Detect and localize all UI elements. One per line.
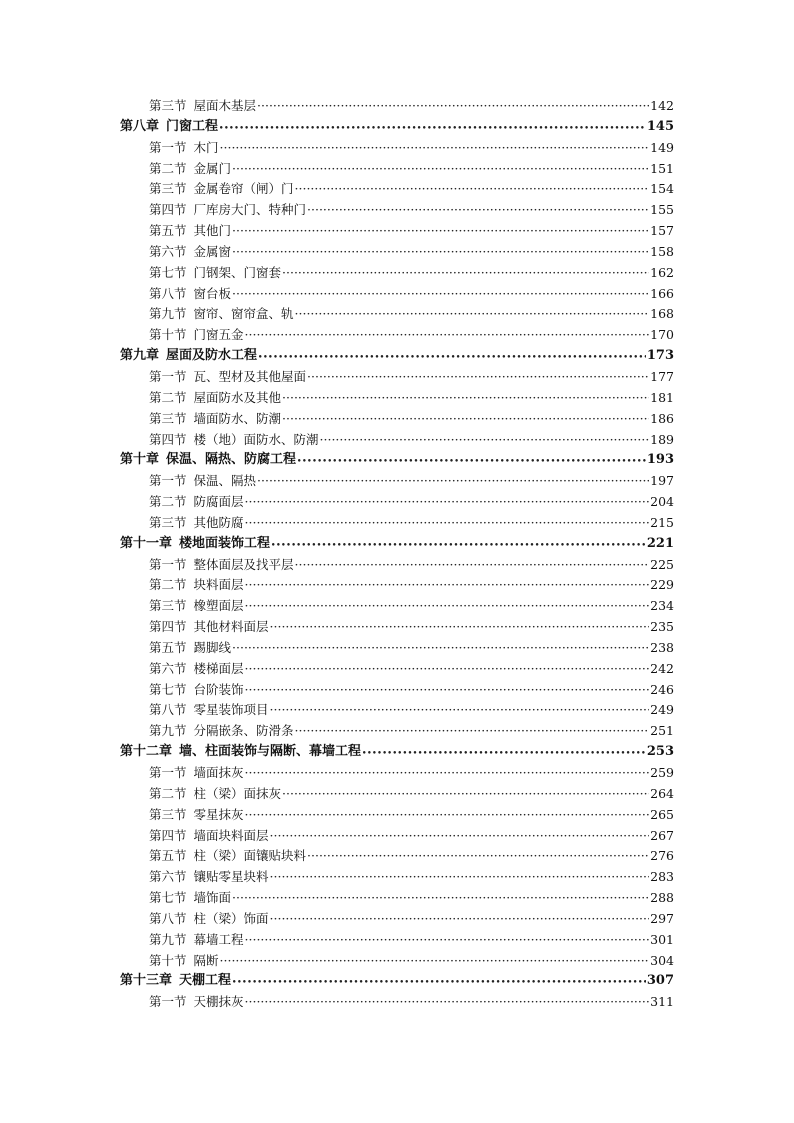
toc-page-number: 170: [650, 327, 674, 343]
toc-entry-title: 保温、隔热、防腐工程: [166, 452, 297, 468]
toc-entry-number: 第四节: [149, 431, 187, 447]
toc-entry-label: [149, 96, 256, 117]
toc-entry-label: [149, 367, 306, 388]
dot-leader: [307, 367, 649, 388]
toc-page-number: 225: [650, 556, 674, 572]
dot-leader: [232, 888, 649, 909]
toc-section-entry[interactable]: [120, 555, 674, 576]
toc-chapter-entry[interactable]: [120, 742, 674, 763]
toc-entry-number: 第三节: [149, 598, 187, 614]
toc-entry-label: [149, 805, 244, 826]
toc-entry-number: 第三节: [149, 181, 187, 197]
toc-page-number: 246: [650, 681, 674, 697]
toc-page-number: 173: [646, 348, 674, 364]
toc-entry-title: 块料面层: [193, 577, 244, 593]
toc-entry-number: 第十章: [120, 452, 160, 468]
toc-entry-label: [149, 867, 269, 888]
toc-entry-number: 第九节: [149, 931, 187, 947]
toc-entry-label: [149, 680, 244, 701]
toc-entry-number: 第二节: [149, 494, 187, 510]
toc-entry-number: 第七节: [149, 890, 187, 906]
toc-entry-label: [149, 555, 294, 576]
toc-entry-title: 柱（梁）饰面: [193, 910, 269, 926]
dot-leader: [271, 535, 646, 555]
toc-entry-title: 墙面抹灰: [193, 765, 244, 780]
toc-page-number: 151: [650, 160, 674, 176]
toc-entry-number: 第六节: [149, 660, 187, 676]
dot-leader: [245, 680, 650, 701]
toc-entry-title: 楼地面装饰工程: [179, 535, 271, 551]
toc-page-number: 221: [646, 535, 674, 551]
dot-leader: [232, 638, 649, 659]
toc-entry-number: 第六节: [149, 243, 187, 259]
dot-leader: [295, 304, 650, 325]
toc-entry-number: 第十三章: [120, 973, 173, 989]
toc-page-number: 301: [650, 931, 674, 947]
toc-entry-number: 第八节: [149, 285, 187, 301]
toc-entry-label: [149, 159, 231, 180]
toc-entry-label: [149, 617, 269, 638]
toc-section-entry[interactable]: [120, 826, 674, 847]
toc-entry-number: 第五节: [149, 639, 187, 655]
toc-entry-title: 其他防腐: [193, 514, 244, 530]
toc-entry-title: 门窗工程: [166, 118, 219, 134]
toc-section-entry[interactable]: [120, 284, 674, 305]
dot-leader: [307, 200, 649, 221]
toc-page-number: 162: [650, 264, 674, 280]
toc-page-number: 157: [650, 223, 674, 239]
toc-entry-number: 第十一章: [120, 535, 173, 551]
toc-entry-number: 第三节: [149, 514, 187, 530]
dot-leader: [258, 347, 646, 367]
toc-entry-title: 其他材料面层: [193, 619, 269, 635]
toc-page-number: 229: [650, 577, 674, 593]
toc-page-number: 242: [650, 660, 674, 676]
toc-entry-label: [149, 409, 281, 430]
dot-leader: [320, 430, 650, 451]
toc-entry-title: 柱（梁）面抹灰: [193, 785, 282, 801]
toc-entry-number: 第二节: [149, 389, 187, 405]
toc-entry-title: 整体面层及找平层: [193, 556, 294, 572]
toc-section-entry[interactable]: [120, 138, 674, 159]
dot-leader: [245, 596, 650, 617]
toc-page-number: 204: [650, 494, 674, 510]
toc-entry-label: [149, 951, 219, 972]
toc-entry-title: 屋面木基层: [193, 98, 257, 113]
toc-entry-number: 第三节: [149, 410, 187, 426]
toc-entry-number: 第九节: [149, 306, 187, 322]
toc-entry-title: 天棚抹灰: [193, 994, 244, 1010]
toc-entry-label: [149, 388, 281, 409]
toc-section-entry[interactable]: [120, 659, 674, 680]
dot-leader: [220, 951, 650, 972]
dot-leader: [257, 471, 649, 492]
toc-section-entry[interactable]: [120, 388, 674, 409]
dot-leader: [257, 96, 649, 117]
toc-section-entry[interactable]: [120, 159, 674, 180]
toc-page-number: 215: [650, 514, 674, 530]
toc-entry-label: [149, 492, 244, 513]
dot-leader: [245, 992, 650, 1013]
toc-entry-title: 屋面防水及其他: [193, 389, 282, 405]
toc-entry-number: 第一节: [149, 556, 187, 572]
toc-chapter-entry[interactable]: [120, 346, 674, 367]
toc-entry-title: 墙、柱面装饰与隔断、幕墙工程: [179, 744, 362, 760]
dot-leader: [270, 617, 650, 638]
toc-entry-number: 第十二章: [120, 744, 173, 760]
toc-section-entry[interactable]: [120, 951, 674, 972]
toc-page-number: 267: [650, 827, 674, 843]
toc-entry-number: 第九节: [149, 723, 187, 739]
toc-entry-number: 第六节: [149, 869, 187, 885]
toc-section-entry[interactable]: [120, 492, 674, 513]
toc-entry-title: 窗帘、窗帘盒、轨: [193, 306, 294, 322]
toc-section-entry[interactable]: [120, 846, 674, 867]
dot-leader: [220, 138, 650, 159]
toc-entry-number: 第十节: [149, 952, 187, 968]
toc-page-number: 142: [650, 98, 674, 113]
toc-page-number: 249: [650, 702, 674, 718]
toc-entry-title: 防腐面层: [193, 494, 244, 510]
toc-entry-label: [149, 263, 281, 284]
toc-section-entry[interactable]: [120, 575, 674, 596]
toc-page-number: 234: [650, 598, 674, 614]
toc-section-entry[interactable]: [120, 263, 674, 284]
toc-page-number: 189: [650, 431, 674, 447]
toc-entry-number: 第五节: [149, 223, 187, 239]
dot-leader: [295, 179, 650, 200]
toc-page-number: 311: [650, 994, 674, 1010]
toc-entry-label: [149, 826, 269, 847]
toc-page-number: 193: [646, 452, 674, 468]
toc-section-entry[interactable]: [120, 992, 674, 1013]
toc-entry-label: [149, 721, 294, 742]
toc-entry-title: 厂库房大门、特种门: [193, 202, 307, 218]
toc-entry-number: 第三节: [149, 98, 187, 113]
toc-entry-title: 其他门: [193, 223, 232, 239]
toc-entry-label: [149, 992, 244, 1013]
toc-entry-label: [149, 638, 231, 659]
toc-entry-label: [149, 242, 231, 263]
toc-entry-label: [149, 304, 294, 325]
toc-entry-title: 金属窗: [193, 243, 232, 259]
dot-leader: [270, 909, 650, 930]
toc-entry-label: [149, 784, 281, 805]
toc-entry-label: [149, 200, 306, 221]
dot-leader: [232, 284, 649, 305]
toc-chapter-entry[interactable]: [120, 534, 674, 555]
toc-entry-number: 第二节: [149, 577, 187, 593]
toc-entry-title: 零星装饰项目: [193, 702, 269, 718]
toc-page-number: 265: [650, 806, 674, 822]
dot-leader: [270, 867, 650, 888]
dot-leader: [245, 930, 650, 951]
toc-section-entry[interactable]: [120, 721, 674, 742]
toc-section-entry[interactable]: [120, 909, 674, 930]
dot-leader: [232, 242, 649, 263]
toc-page-number: 251: [650, 723, 674, 739]
toc-entry-title: 门窗五金: [193, 327, 244, 343]
toc-section-entry[interactable]: [120, 763, 674, 784]
toc-section-entry[interactable]: [120, 221, 674, 242]
toc-entry-label: [120, 117, 218, 138]
toc-entry-label: [120, 346, 257, 367]
toc-entry-number: 第二节: [149, 785, 187, 801]
toc-entry-label: [149, 471, 256, 492]
table-of-contents: [120, 96, 674, 1013]
toc-entry-label: [120, 534, 270, 555]
toc-entry-title: 橡塑面层: [193, 598, 244, 614]
toc-section-entry[interactable]: [120, 200, 674, 221]
toc-section-entry[interactable]: [120, 242, 674, 263]
toc-entry-number: 第八节: [149, 702, 187, 718]
dot-leader: [295, 555, 650, 576]
toc-page-number: 297: [650, 910, 674, 926]
toc-section-entry[interactable]: [120, 430, 674, 451]
toc-entry-number: 第一节: [149, 765, 187, 780]
toc-entry-title: 保温、隔热: [193, 473, 257, 489]
toc-entry-label: [149, 221, 231, 242]
toc-page-number: 155: [650, 202, 674, 218]
toc-entry-label: [149, 513, 244, 534]
toc-section-entry[interactable]: [120, 179, 674, 200]
toc-section-entry[interactable]: [120, 784, 674, 805]
toc-entry-title: 分隔嵌条、防滑条: [193, 723, 294, 739]
toc-entry-title: 瓦、型材及其他屋面: [193, 368, 307, 384]
toc-entry-title: 金属卷帘（闸）门: [193, 181, 294, 197]
toc-entry-label: [149, 763, 244, 784]
toc-chapter-entry[interactable]: [120, 450, 674, 471]
dot-leader: [295, 721, 650, 742]
toc-entry-title: 幕墙工程: [193, 931, 244, 947]
dot-leader: [245, 513, 650, 534]
dot-leader: [307, 846, 649, 867]
toc-entry-label: [120, 450, 296, 471]
dot-leader: [245, 325, 650, 346]
toc-entry-number: 第七节: [149, 681, 187, 697]
toc-page-number: 154: [650, 181, 674, 197]
toc-page-number: 235: [650, 619, 674, 635]
toc-entry-title: 金属门: [193, 160, 232, 176]
dot-leader: [270, 826, 650, 847]
toc-entry-number: 第一节: [149, 473, 187, 489]
toc-section-entry[interactable]: [120, 471, 674, 492]
toc-entry-number: 第八章: [120, 118, 160, 134]
dot-leader: [282, 409, 649, 430]
toc-page-number: 307: [646, 973, 674, 989]
dot-leader: [362, 743, 646, 763]
toc-section-entry[interactable]: [120, 596, 674, 617]
toc-entry-label: [149, 430, 319, 451]
toc-entry-title: 墙饰面: [193, 890, 232, 906]
toc-entry-label: [149, 700, 269, 721]
toc-page-number: 304: [650, 952, 674, 968]
toc-entry-number: 第一节: [149, 368, 187, 384]
toc-entry-label: [149, 909, 269, 930]
toc-entry-number: 第四节: [149, 827, 187, 843]
toc-page-number: 181: [650, 389, 674, 405]
toc-entry-title: 窗台板: [193, 285, 232, 301]
toc-section-entry[interactable]: [120, 367, 674, 388]
toc-page-number: 288: [650, 890, 674, 906]
dot-leader: [219, 118, 646, 138]
toc-section-entry[interactable]: [120, 638, 674, 659]
dot-leader: [232, 221, 649, 242]
toc-entry-title: 木门: [193, 139, 219, 155]
toc-entry-label: [149, 575, 244, 596]
toc-entry-title: 楼（地）面防水、防潮: [193, 431, 319, 447]
toc-page-number: 259: [650, 765, 674, 780]
dot-leader: [245, 763, 650, 784]
dot-leader: [282, 388, 649, 409]
toc-entry-title: 屋面及防水工程: [166, 348, 258, 364]
toc-entry-label: [149, 284, 231, 305]
toc-entry-label: [120, 971, 231, 992]
toc-section-entry[interactable]: [120, 930, 674, 951]
toc-entry-label: [149, 325, 244, 346]
toc-section-entry[interactable]: [120, 888, 674, 909]
toc-section-entry[interactable]: [120, 304, 674, 325]
dot-leader: [245, 659, 650, 680]
toc-entry-number: 第二节: [149, 160, 187, 176]
toc-page-number: 166: [650, 285, 674, 301]
dot-leader: [245, 492, 650, 513]
toc-entry-label: [120, 742, 361, 763]
toc-page-number: 253: [646, 744, 674, 760]
toc-page-number: 149: [650, 139, 674, 155]
toc-entry-title: 门钢架、门窗套: [193, 264, 282, 280]
toc-entry-title: 镶贴零星块料: [193, 869, 269, 885]
toc-entry-number: 第一节: [149, 994, 187, 1010]
toc-entry-label: [149, 846, 306, 867]
toc-entry-number: 第三节: [149, 806, 187, 822]
toc-section-entry[interactable]: [120, 325, 674, 346]
toc-page-number: 145: [646, 118, 674, 134]
toc-section-entry[interactable]: [120, 805, 674, 826]
toc-section-entry[interactable]: [120, 409, 674, 430]
toc-entry-number: 第十节: [149, 327, 187, 343]
toc-entry-label: [149, 179, 294, 200]
toc-entry-title: 零星抹灰: [193, 806, 244, 822]
dot-leader: [270, 700, 650, 721]
toc-entry-number: 第五节: [149, 848, 187, 864]
toc-page-number: 168: [650, 306, 674, 322]
toc-entry-number: 第四节: [149, 619, 187, 635]
toc-entry-label: [149, 659, 244, 680]
dot-leader: [232, 159, 649, 180]
toc-page-number: 238: [650, 639, 674, 655]
toc-page-number: 197: [650, 473, 674, 489]
toc-section-entry[interactable]: [120, 513, 674, 534]
toc-entry-title: 墙面块料面层: [193, 827, 269, 843]
toc-entry-label: [149, 930, 244, 951]
toc-section-entry[interactable]: [120, 680, 674, 701]
toc-entry-title: 墙面防水、防潮: [193, 410, 282, 426]
toc-section-entry[interactable]: [120, 96, 674, 117]
toc-entry-number: 第九章: [120, 348, 160, 364]
toc-section-entry[interactable]: [120, 700, 674, 721]
toc-entry-label: [149, 138, 219, 159]
dot-leader: [297, 451, 646, 471]
toc-chapter-entry[interactable]: [120, 971, 674, 992]
toc-entry-title: 天棚工程: [179, 973, 232, 989]
dot-leader: [232, 972, 646, 992]
toc-page-number: 264: [650, 785, 674, 801]
toc-entry-number: 第四节: [149, 202, 187, 218]
toc-page-number: 177: [650, 368, 674, 384]
toc-page-number: 158: [650, 243, 674, 259]
toc-entry-number: 第八节: [149, 910, 187, 926]
toc-entry-number: 第一节: [149, 139, 187, 155]
toc-page-number: 276: [650, 848, 674, 864]
dot-leader: [282, 263, 649, 284]
toc-entry-number: 第七节: [149, 264, 187, 280]
toc-entry-label: [149, 888, 231, 909]
toc-page-number: 186: [650, 410, 674, 426]
toc-entry-label: [149, 596, 244, 617]
toc-entry-title: 踢脚线: [193, 639, 232, 655]
toc-chapter-entry[interactable]: [120, 117, 674, 138]
toc-section-entry[interactable]: [120, 617, 674, 638]
toc-entry-title: 柱（梁）面镶贴块料: [193, 848, 307, 864]
dot-leader: [282, 784, 649, 805]
toc-entry-title: 隔断: [193, 952, 219, 968]
dot-leader: [245, 575, 650, 596]
toc-entry-title: 楼梯面层: [193, 660, 244, 676]
toc-entry-title: 台阶装饰: [193, 681, 244, 697]
toc-page-number: 283: [650, 869, 674, 885]
dot-leader: [245, 805, 650, 826]
toc-section-entry[interactable]: [120, 867, 674, 888]
